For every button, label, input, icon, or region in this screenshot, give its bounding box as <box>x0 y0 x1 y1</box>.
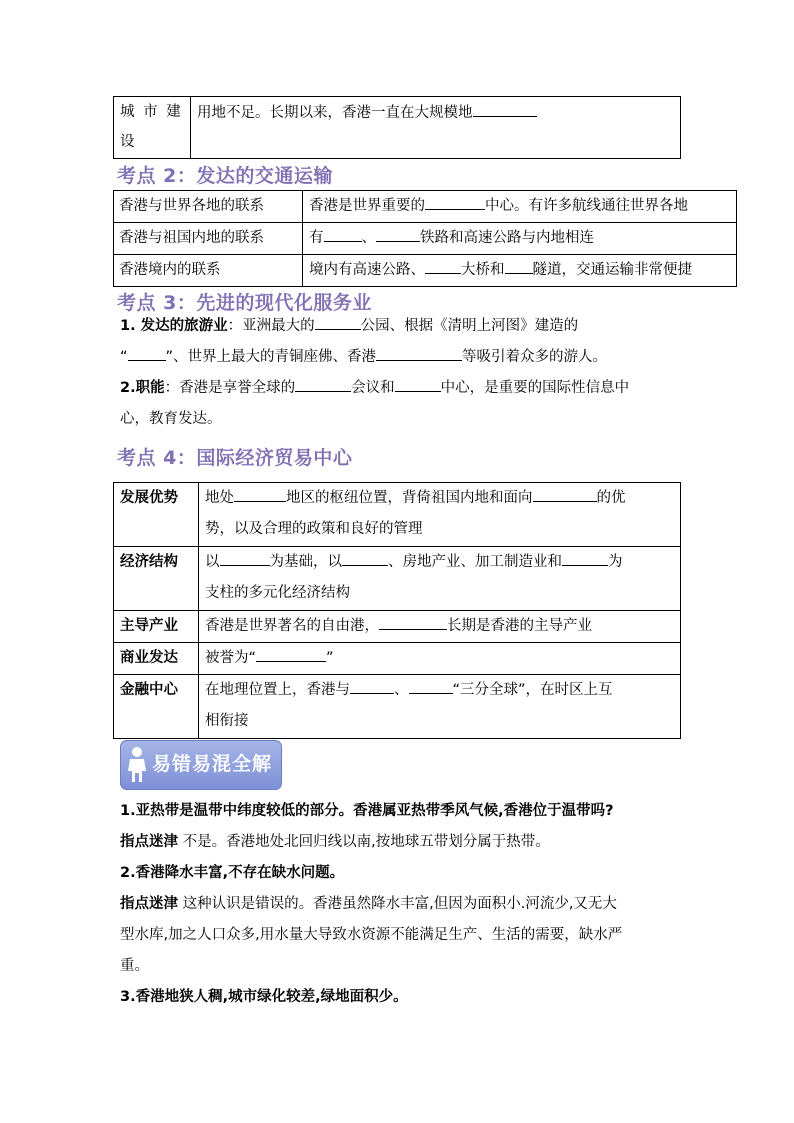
table-row <box>114 643 681 675</box>
error-analysis-badge <box>120 740 282 790</box>
fill-blank[interactable] <box>342 551 388 566</box>
fill-blank[interactable] <box>350 679 394 694</box>
answer-2 <box>120 889 700 920</box>
fill-blank[interactable] <box>315 315 361 330</box>
question-3: 3.香港地狭人稠,城市绿化较差,绿地面积少。 <box>120 989 408 1005</box>
section-3-paragraph-2 <box>120 373 680 435</box>
row-label: 金融中心 <box>114 675 199 739</box>
table-row <box>114 675 681 739</box>
fill-blank[interactable] <box>505 259 533 274</box>
economy-table <box>113 482 681 739</box>
text-seg: 、 <box>394 682 409 698</box>
row-content <box>303 191 737 223</box>
section-3-paragraph-1 <box>120 311 680 373</box>
table-row <box>114 255 737 287</box>
text-seg: 地区的枢纽位置，背倚祖国内地和面向 <box>286 490 533 506</box>
fill-blank[interactable] <box>425 195 485 210</box>
table-row <box>114 547 681 611</box>
row-label: 香港境内的联系 <box>114 255 303 287</box>
text-seg: 会议和 <box>351 380 395 396</box>
label-line-1: 城 市 建 <box>120 104 183 120</box>
table-row <box>114 611 681 643</box>
row-label: 发展优势 <box>114 483 199 547</box>
text-seg: 中心，是重要的国际性信息中 <box>440 380 630 396</box>
question-1: 1.亚热带是温带中纬度较低的部分。香港属亚热带季风气候,香港位于温带吗? <box>120 803 614 819</box>
text-seg: ”、世界上最大的青铜座佛、香港 <box>165 349 377 365</box>
fill-blank[interactable] <box>562 551 608 566</box>
hint-tag: 指点迷津 <box>120 834 178 850</box>
text-seg: 在地理位置上，香港与 <box>205 682 350 698</box>
text-seg: 为 <box>608 554 623 570</box>
text-seg: 势，以及合理的政策和良好的管理 <box>205 521 423 537</box>
text-seg: 香港是世界重要的 <box>309 198 425 214</box>
text-seg: 支柱的多元化经济结构 <box>205 585 350 601</box>
text-seg: ：香港是享誉全球的 <box>164 380 296 396</box>
text-seg: 中心。有许多航线通往世界各地 <box>485 198 688 214</box>
row-content <box>199 675 681 739</box>
row-label: 香港与世界各地的联系 <box>114 191 303 223</box>
text-seg: 大桥和 <box>461 262 505 278</box>
table-row <box>114 483 681 547</box>
text-seg: 铁路和高速公路与内地相连 <box>420 230 594 246</box>
text-seg: 隧道，交通运输非常便捷 <box>532 262 692 278</box>
row-content <box>199 547 681 611</box>
question-2: 2.香港降水丰富,不存在缺水问题。 <box>120 865 345 881</box>
fill-blank[interactable] <box>256 647 326 662</box>
text-seg: “三分全球”，在时区上互 <box>452 682 613 698</box>
text-seg: 有 <box>309 230 324 246</box>
text-seg: ：亚洲最大的 <box>227 318 315 334</box>
fill-blank[interactable] <box>128 346 166 361</box>
city-construction-text: 用地不足。长期以来，香港一直在大规模地 <box>197 105 473 121</box>
text-seg: 以 <box>205 554 220 570</box>
answer-1 <box>120 827 700 858</box>
fill-blank[interactable] <box>425 259 461 274</box>
answer-text: 型水库,加之人口众多,用水量大导致水资源不能满足生产、生活的需要，缺水严 <box>120 927 623 943</box>
text-seg: 境内有高速公路、 <box>309 262 425 278</box>
row-label: 主导产业 <box>114 611 199 643</box>
section-4-heading: 考点 4：国际经济贸易中心 <box>117 447 353 469</box>
text-seg: 心，教育发达。 <box>120 411 222 427</box>
text-seg: 等吸引着众多的游人。 <box>462 349 608 365</box>
text-seg: 的优 <box>596 490 626 506</box>
fill-blank[interactable] <box>376 346 462 361</box>
row-label: 商业发达 <box>114 643 199 675</box>
row-label: 经济结构 <box>114 547 199 611</box>
fill-blank[interactable] <box>220 551 270 566</box>
text-seg: 香港是世界著名的自由港， <box>205 618 379 634</box>
fill-blank[interactable] <box>324 227 362 242</box>
fill-blank[interactable] <box>295 377 351 392</box>
text-seg: 被誉为“ <box>205 650 257 666</box>
text-seg: 相衔接 <box>205 713 249 729</box>
city-construction-table <box>113 96 681 159</box>
row-label: 香港与祖国内地的联系 <box>114 223 303 255</box>
fill-blank[interactable] <box>376 227 420 242</box>
fill-blank[interactable] <box>234 487 286 502</box>
text-seg: 、房地产业、加工制造业和 <box>388 554 562 570</box>
row-content <box>199 643 681 675</box>
person-icon <box>126 746 148 784</box>
text-seg: 为基础，以 <box>269 554 342 570</box>
fill-blank[interactable] <box>409 679 453 694</box>
transport-table <box>113 190 737 287</box>
hint-tag: 指点迷津 <box>120 896 178 912</box>
section-3-heading: 考点 3：先进的现代化服务业 <box>117 292 372 314</box>
text-seg: “ <box>120 349 128 365</box>
row-content <box>303 223 737 255</box>
table-row <box>114 191 737 223</box>
row-content <box>199 483 681 547</box>
section-2-heading: 考点 2：发达的交通运输 <box>117 165 333 187</box>
table-row <box>114 223 737 255</box>
fill-blank[interactable] <box>533 487 597 502</box>
label-line-2: 设 <box>120 134 135 150</box>
table-row-label <box>114 97 191 159</box>
item-title: 1. 发达的旅游业 <box>120 318 228 334</box>
text-seg: 、 <box>361 230 376 246</box>
table-row-content <box>191 97 681 159</box>
fill-blank[interactable] <box>395 377 441 392</box>
fill-blank[interactable] <box>473 102 537 117</box>
badge-label: 易错易混全解 <box>152 753 273 775</box>
answer-text: 重。 <box>120 958 149 974</box>
text-seg: 地处 <box>205 490 234 506</box>
fill-blank[interactable] <box>379 615 447 630</box>
notes-block <box>120 796 700 1013</box>
row-content <box>199 611 681 643</box>
answer-text: 这种认识是错误的。香港虽然降水丰富,但因为面积小.河流少,又无大 <box>178 896 617 912</box>
row-content <box>303 255 737 287</box>
text-seg: ” <box>326 650 334 666</box>
answer-text: 不是。香港地处北回归线以南,按地球五带划分属于热带。 <box>178 834 550 850</box>
text-seg: 长期是香港的主导产业 <box>447 618 592 634</box>
text-seg: 公园、根据《清明上河图》建造的 <box>360 318 579 334</box>
item-title: 2.职能 <box>120 380 165 396</box>
